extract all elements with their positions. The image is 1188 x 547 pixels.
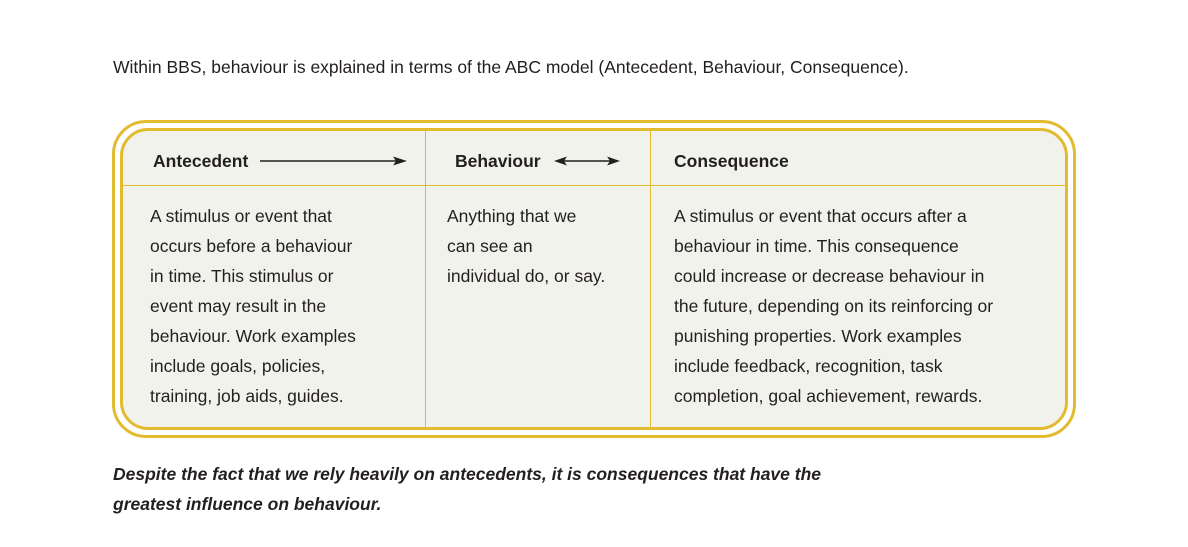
description-line: A stimulus or event that: [150, 206, 332, 226]
behaviour-description: [447, 201, 605, 291]
behaviour-header: [455, 150, 621, 172]
description-line: the future, depending on its reinforcing or: [674, 296, 994, 316]
description-line: event may result in the: [150, 296, 327, 316]
consequence-heading: Consequence: [674, 151, 789, 171]
description-line: behaviour. Work examples: [150, 326, 356, 346]
behaviour-heading: Behaviour: [455, 151, 541, 171]
intro-paragraph: Within BBS, behaviour is explained in terms of the ABC model (Antecedent, Behaviour, Consequence).: [113, 57, 909, 77]
description-line: can see an: [447, 236, 533, 256]
double-arrow-icon: [553, 155, 621, 167]
consequence-header: [674, 150, 789, 172]
description-line: training, job aids, guides.: [150, 386, 344, 406]
antecedent-header: [153, 150, 408, 172]
description-line: completion, goal achievement, rewards.: [674, 386, 983, 406]
description-line: punishing properties. Work examples: [674, 326, 962, 346]
header-divider: [123, 185, 1065, 186]
antecedent-heading: Antecedent: [153, 151, 249, 171]
right-arrow-icon: [260, 155, 408, 167]
description-line: occurs before a behaviour: [150, 236, 353, 256]
description-line: behaviour in time. This consequence: [674, 236, 959, 256]
antecedent-description: [150, 201, 356, 411]
description-line: include feedback, recognition, task: [674, 356, 943, 376]
description-line: A stimulus or event that occurs after a: [674, 206, 967, 226]
abc-model-table-frame: [112, 120, 1076, 438]
column-divider: [425, 131, 426, 427]
description-line: include goals, policies,: [150, 356, 326, 376]
description-line: in time. This stimulus or: [150, 266, 334, 286]
description-line: Anything that we: [447, 206, 577, 226]
abc-model-table: [120, 128, 1068, 430]
description-line: individual do, or say.: [447, 266, 606, 286]
closing-line: greatest influence on behaviour.: [113, 494, 382, 514]
closing-statement: [113, 459, 821, 519]
closing-line: Despite the fact that we rely heavily on antecedents, it is consequences that have the: [113, 464, 821, 484]
consequence-description: [674, 201, 993, 411]
column-divider: [650, 131, 651, 427]
description-line: could increase or decrease behaviour in: [674, 266, 985, 286]
